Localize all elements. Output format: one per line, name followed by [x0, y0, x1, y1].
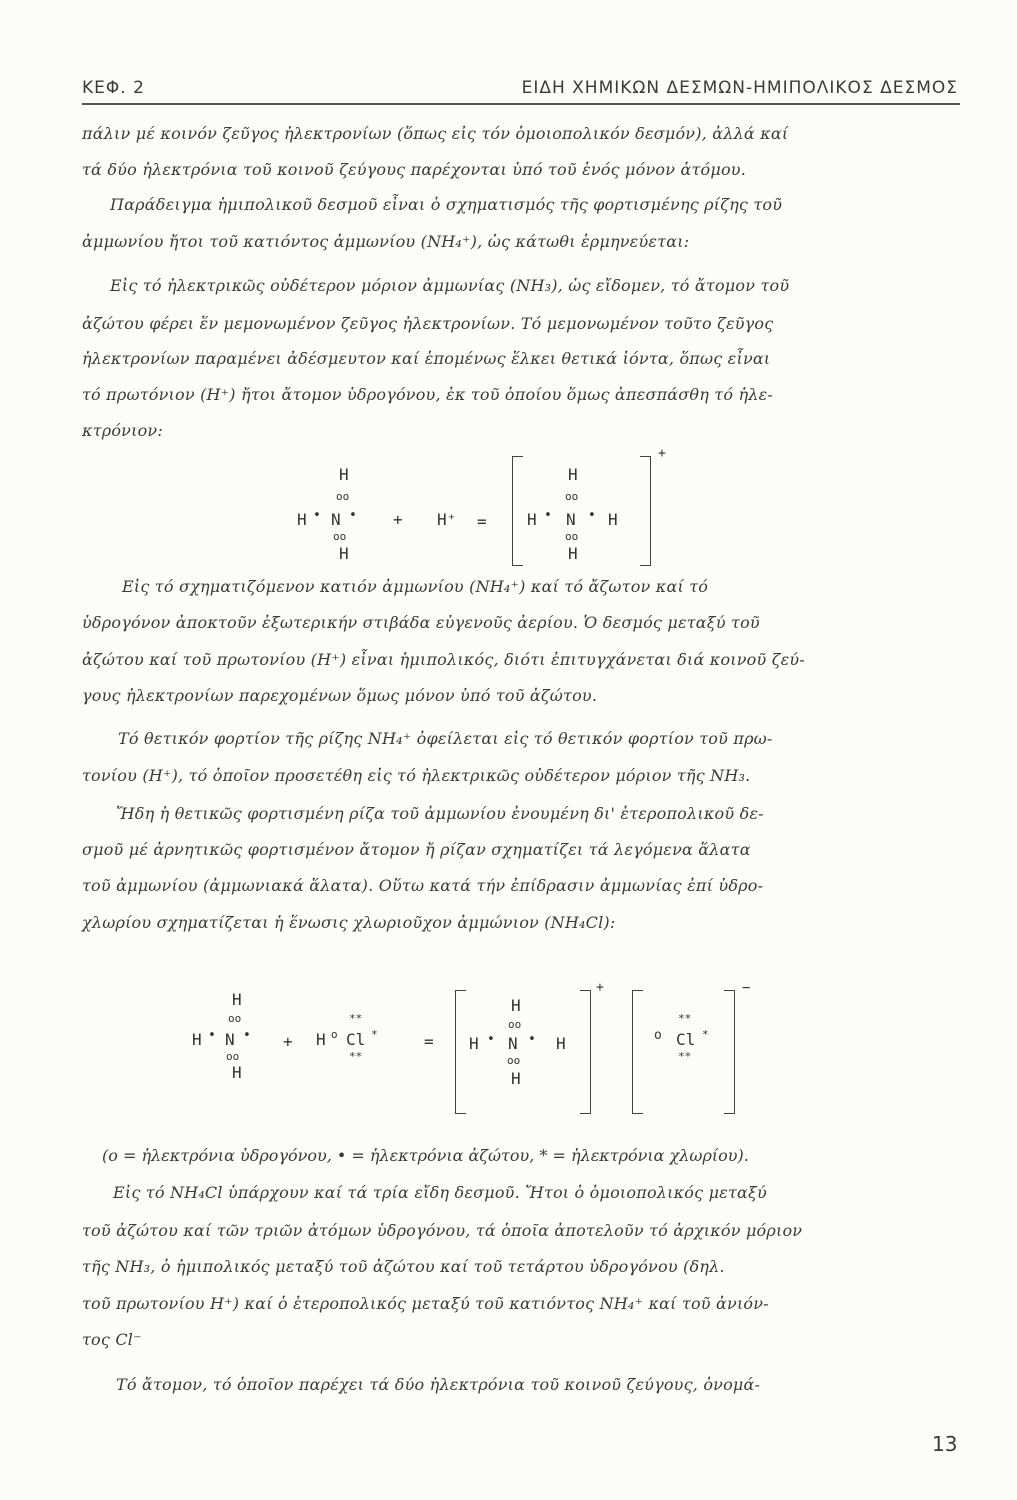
electron-pair: oo	[336, 490, 350, 503]
atom-h: H	[527, 510, 537, 529]
shared-electron: •	[208, 1028, 216, 1043]
text-line: τό πρωτόνιον (H⁺) ἤτοι ἄτομον ὑδρογόνου, ἐκ τοῦ ὁποίου ὅμως ἀπεσπάσθη τό ἠλε-	[82, 385, 774, 404]
atom-h: H	[511, 1069, 521, 1088]
atom-n: N	[331, 510, 341, 529]
bracket-left	[632, 990, 643, 1114]
charge-plus: +	[658, 446, 666, 461]
chapter-label: ΚΕΦ. 2	[82, 78, 145, 98]
proton: H⁺	[437, 510, 457, 529]
atom-h: H	[297, 510, 307, 529]
shared-electron: •	[487, 1032, 495, 1047]
charge-plus: +	[596, 980, 604, 995]
electron-pair: oo	[565, 490, 579, 503]
bracket-right	[640, 456, 651, 566]
text-line: σμοῦ μέ ἀρνητικῶς φορτισμένον ἄτομον ἤ ρίζαν σχηματίζει τά λεγόμενα ἅλατα	[82, 840, 751, 859]
shared-electron: •	[544, 508, 552, 523]
text-line: Εἰς τό ἠλεκτρικῶς οὐδέτερον μόριον ἀμμωνίας (NH₃), ὡς εἴδομεν, τό ἄτομον τοῦ	[110, 276, 790, 295]
chlorine-electrons: *	[371, 1028, 378, 1041]
text-line: τος Cl⁻	[82, 1330, 142, 1349]
atom-h: H	[608, 510, 618, 529]
atom-h: H	[568, 465, 578, 484]
atom-h: H	[568, 544, 578, 563]
atom-h: H	[339, 465, 349, 484]
atom-h: H	[469, 1034, 479, 1053]
transferred-electron: o	[654, 1028, 662, 1043]
equals-sign: =	[424, 1032, 434, 1051]
electron-pair: oo	[228, 1012, 242, 1025]
atom-h: H	[232, 1063, 242, 1082]
text-line: πάλιν μέ κοινόν ζεῦγος ἠλεκτρονίων (ὅπως εἰς τόν ὁμοιοπολικόν δεσμόν), ἀλλά καί	[82, 124, 789, 143]
text-line: Τό θετικόν φορτίον τῆς ρίζης NH₄⁺ ὀφείλεται εἰς τό θετικόν φορτίον τοῦ πρω-	[118, 729, 773, 748]
page-number: 13	[932, 1432, 958, 1456]
text-line: τοῦ πρωτονίου H⁺) καί ὁ ἑτεροπολικός μεταξύ τοῦ κατιόντος NH₄⁺ καί τοῦ ἀνιόν-	[82, 1294, 769, 1313]
chlorine-electrons: **	[349, 1050, 363, 1063]
atom-n: N	[508, 1034, 518, 1053]
bracket-left	[512, 456, 523, 566]
text-line: τοῦ ἀμμωνίου (ἀμμωνιακά ἅλατα). Οὕτω κατά τήν ἐπίδρασιν ἀμμωνίας ἐπί ὑδρο-	[82, 876, 764, 895]
atom-h: H	[232, 990, 242, 1009]
bracket-left	[455, 990, 466, 1114]
atom-h: H	[556, 1034, 566, 1053]
shared-electron: •	[313, 508, 321, 523]
header-title: ΕΙΔΗ ΧΗΜΙΚΩΝ ΔΕΣΜΩΝ-ΗΜΙΠΟΛΙΚΟΣ ΔΕΣΜΟΣ	[521, 78, 958, 98]
plus-sign: +	[283, 1032, 293, 1051]
running-header	[82, 78, 958, 102]
atom-h: H	[192, 1030, 202, 1049]
shared-electron: •	[588, 508, 596, 523]
text-line: ἠλεκτρονίων παραμένει ἀδέσμευτον καί ἑπομένως ἕλκει θετικά ἰόντα, ὅπως εἶναι	[82, 349, 771, 368]
text-line: Παράδειγμα ἡμιπολικοῦ δεσμοῦ εἶναι ὁ σχηματισμός τῆς φορτισμένης ρίζης τοῦ	[110, 195, 783, 214]
electron-pair: oo	[508, 1018, 522, 1031]
atom-h: H	[339, 544, 349, 563]
atom-n: N	[566, 510, 576, 529]
lone-electron: •	[243, 1028, 251, 1043]
text-line: χλωρίου σχηματίζεται ἡ ἕνωσις χλωριοῦχον ἀμμώνιον (NH₄Cl):	[82, 913, 616, 932]
bracket-right	[580, 990, 591, 1114]
chlorine-electrons: **	[678, 1050, 692, 1063]
plus-sign: +	[393, 510, 403, 529]
atom-h: H	[511, 996, 521, 1015]
text-line: γους ἠλεκτρονίων παρεχομένων ὅμως μόνον ὑπό τοῦ ἀζώτου.	[82, 686, 598, 705]
charge-minus: −	[742, 980, 751, 996]
electron-pair: oo	[226, 1050, 240, 1063]
electron-pair: oo	[333, 530, 347, 543]
electron-legend: (o = ἠλεκτρόνια ὑδρογόνου, • = ἠλεκτρόνια ἀζώτου, * = ἠλεκτρόνια χλωρίου).	[102, 1146, 749, 1165]
lone-electron: •	[349, 508, 357, 523]
text-line: κτρόνιον:	[82, 421, 163, 440]
shared-electron: o	[331, 1028, 338, 1041]
text-line: τοῦ ἀζώτου καί τῶν τριῶν ἀτόμων ὑδρογόνου, τά ὁποῖα ἀποτελοῦν τό ἀρχικόν μόριον	[82, 1221, 803, 1240]
atom-cl: Cl	[346, 1030, 366, 1049]
text-line: τονίου (H⁺), τό ὁποῖον προσετέθη εἰς τό ἠλεκτρικῶς οὐδέτερον μόριον τῆς NH₃.	[82, 766, 751, 785]
text-line: Τό ἄτομον, τό ὁποῖον παρέχει τά δύο ἠλεκτρόνια τοῦ κοινοῦ ζεύγους, ὀνομά-	[116, 1375, 761, 1394]
atom-n: N	[225, 1030, 235, 1049]
shared-electron: •	[528, 1032, 536, 1047]
header-rule	[82, 103, 960, 105]
text-line: τά δύο ἠλεκτρόνια τοῦ κοινοῦ ζεύγους παρέχονται ὑπό τοῦ ἑνός μόνον ἀτόμου.	[82, 160, 746, 179]
text-line: ἀζώτου καί τοῦ πρωτονίου (H⁺) εἶναι ἡμιπολικός, διότι ἐπιτυγχάνεται διά κοινοῦ ζεύ-	[82, 650, 805, 669]
chlorine-electrons: **	[678, 1012, 692, 1025]
text-line: Εἰς τό NH₄Cl ὑπάρχουν καί τά τρία εἴδη δεσμοῦ. Ἤτοι ὁ ὁμοιοπολικός μεταξύ	[113, 1183, 767, 1202]
electron-pair: oo	[507, 1054, 521, 1067]
text-line: Ἤδη ἡ θετικῶς φορτισμένη ρίζα τοῦ ἀμμωνίου ἐνουμένη δι' ἑτεροπολικοῦ δε-	[116, 804, 764, 823]
text-line: ἀζώτου φέρει ἕν μεμονωμένον ζεῦγος ἠλεκτρονίων. Τό μεμονωμένον τοῦτο ζεῦγος	[82, 314, 774, 333]
text-line: τῆς NH₃, ὁ ἡμιπολικός μεταξύ τοῦ ἀζώτου καί τοῦ τετάρτου ὑδρογόνου (δηλ.	[82, 1257, 725, 1276]
bracket-right	[724, 990, 735, 1114]
text-line: ἀμμωνίου ἤτοι τοῦ κατιόντος ἀμμωνίου (NH₄⁺), ὡς κάτωθι ἑρμηνεύεται:	[82, 232, 690, 251]
atom-cl: Cl	[676, 1030, 696, 1049]
chlorine-electrons: *	[702, 1028, 709, 1041]
chlorine-electrons: **	[349, 1012, 363, 1025]
text-line: Εἰς τό σχηματιζόμενον κατιόν ἀμμωνίου (NH₄⁺) καί τό ἄζωτον καί τό	[122, 577, 709, 596]
text-line: ὑδρογόνον ἀποκτοῦν ἐξωτερικήν στιβάδα εὐγενοῦς ἀερίου. Ὁ δεσμός μεταξύ τοῦ	[82, 613, 760, 632]
electron-pair: oo	[565, 530, 579, 543]
equals-sign: =	[477, 512, 487, 531]
atom-h: H	[316, 1030, 326, 1049]
